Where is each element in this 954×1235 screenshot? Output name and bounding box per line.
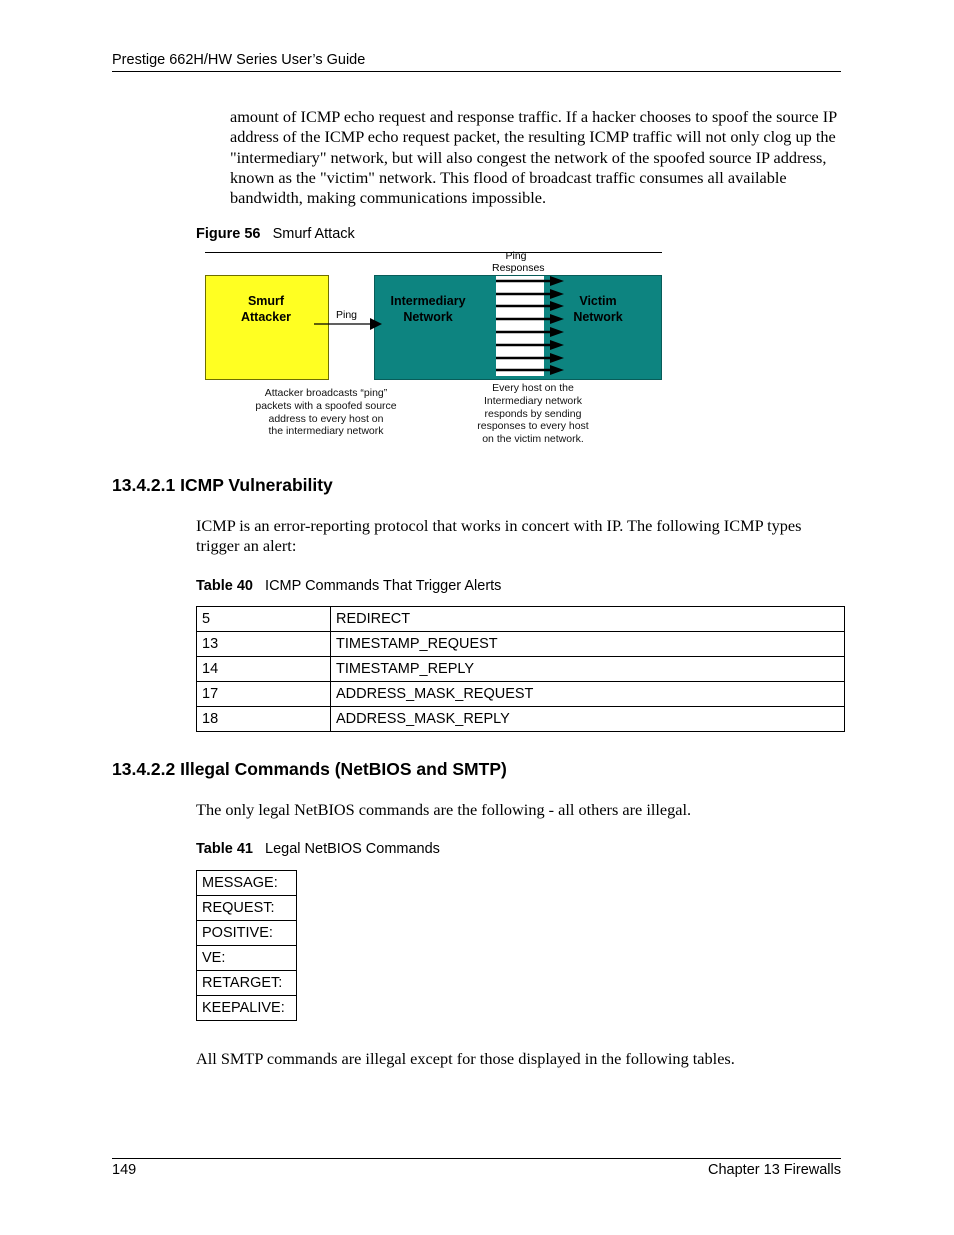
table41-label: Table 41 [196,841,253,857]
table-row [197,607,845,632]
attacker-label-line2: Attacker [240,310,292,324]
intermediary-label-line2: Network [403,310,453,324]
intermediary-note-line: responses to every host [477,420,589,433]
netbios-paragraph: The only legal NetBIOS commands are the following - all others are illegal. [196,800,692,819]
table-row [197,996,297,1021]
intermediary-note-line: responds by sending [484,407,582,420]
table-row [197,971,297,996]
ping-label: Ping [336,309,358,321]
section-heading-illegal-commands: 13.4.2.2 Illegal Commands (NetBIOS and SMTP) [112,759,507,779]
intermediary-note-line: Intermediary network [483,394,583,407]
figure-label: Figure 56 [196,226,261,242]
header-rule [112,71,841,72]
response-arrows-icon [494,274,570,378]
smurf-attacker-box [205,275,329,380]
footer-rule [112,1158,841,1159]
icmp-alert-table [196,606,845,732]
attacker-note-line: address to every host on [268,412,384,425]
running-header: Prestige 662H/HW Series User’s Guide [112,52,366,68]
netbios-commands-table [196,870,297,1021]
icmp-command-cell: TIMESTAMP_REQUEST [331,632,845,657]
icmp-command-cell: ADDRESS_MASK_REQUEST [331,682,845,707]
chapter-label: Chapter 13 Firewalls [708,1162,841,1178]
intermediary-label [374,293,482,325]
netbios-command-cell: POSITIVE: [197,921,297,946]
intermediary-label-line1: Intermediary [390,294,466,308]
attacker-note-line: packets with a spoofed source [255,399,397,412]
table40-label: Table 40 [196,578,253,594]
intermediary-note-line: on the victim network. [482,433,584,446]
table40-title: ICMP Commands That Trigger Alerts [265,578,502,594]
attacker-label [205,293,327,325]
icmp-type-cell: 14 [197,657,331,682]
victim-label [560,293,636,325]
ping-responses-line2: Responses [492,262,545,274]
figure-rule [205,252,662,253]
table-row [197,946,297,971]
table41-caption [196,841,440,857]
table-row [197,682,845,707]
attacker-note [226,387,426,438]
table41-title: Legal NetBIOS Commands [265,841,440,857]
table-row [197,632,845,657]
table-row [197,707,845,732]
intermediary-note-line: Every host on the [492,382,574,394]
intro-paragraph: amount of ICMP echo request and response traffic. If a hacker chooses to spoof the source IP address of the ICMP echo request packet, the resulting ICMP traffic will not only clog up the "intermediary" network, but will also congest the network of the spoofed source IP address, known as the "victim" network. This flood of broadcast traffic consumes all available bandwidth, making communications impossible. [230,107,837,208]
figure-title: Smurf Attack [272,226,355,242]
victim-label-line2: Network [573,310,623,324]
ping-responses-line1: Ping [505,250,527,262]
netbios-command-cell: REQUEST: [197,896,297,921]
figure-caption [196,226,355,242]
attacker-label-line1: Smurf [247,294,285,308]
icmp-type-cell: 13 [197,632,331,657]
table-row [197,657,845,682]
table-row [197,896,297,921]
table-row [197,921,297,946]
page-number: 149 [112,1162,137,1178]
table-row [197,871,297,896]
icmp-type-cell: 5 [197,607,331,632]
icmp-command-cell: REDIRECT [331,607,845,632]
ping-responses-label [492,250,545,274]
netbios-command-cell: VE: [197,946,297,971]
icmp-paragraph: ICMP is an error-reporting protocol that works in concert with IP. The following ICMP types trigger an alert: [196,516,802,556]
intermediary-note [453,382,613,446]
netbios-command-cell: RETARGET: [197,971,297,996]
icmp-command-cell: TIMESTAMP_REPLY [331,657,845,682]
section-heading-icmp: 13.4.2.1 ICMP Vulnerability [112,475,333,495]
attacker-note-line: Attacker broadcasts “ping” [264,387,388,399]
netbios-command-cell: KEEPALIVE: [197,996,297,1021]
attacker-note-line: the intermediary network [268,425,384,438]
icmp-type-cell: 18 [197,707,331,732]
victim-label-line1: Victim [579,294,617,308]
icmp-command-cell: ADDRESS_MASK_REPLY [331,707,845,732]
smtp-paragraph: All SMTP commands are illegal except for those displayed in the following tables. [196,1049,735,1068]
icmp-type-cell: 17 [197,682,331,707]
netbios-command-cell: MESSAGE: [197,871,297,896]
table40-caption [196,578,501,594]
